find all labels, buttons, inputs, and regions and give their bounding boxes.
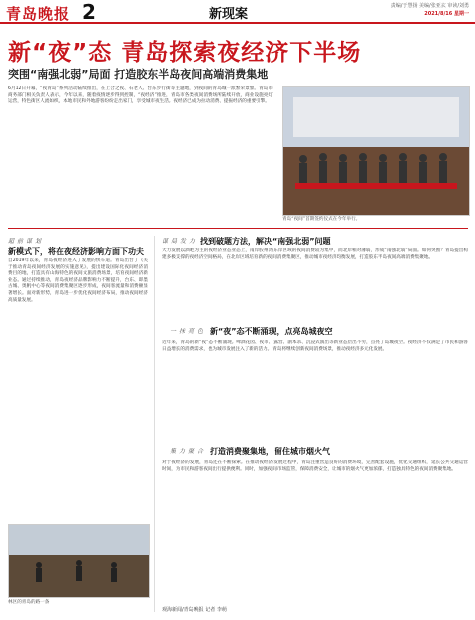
section-body: 对于夜经济的发展，青岛还在不断探索。在推动夜经济发展过程中，青岛注重营造良好的消费环境，完善配套设施，优化交通组织，延长公共交通运营时间，为市民和游客夜间出行提供便利。同时，加强夜间市场监管，保障消费安全，让城市的烟火气更加浓郁，打造独具特色的夜间消费聚集地。: [162, 460, 468, 472]
section-kicker: 谋局发力: [162, 238, 199, 245]
column-divider: [154, 236, 155, 612]
event-photo: [282, 86, 470, 216]
section-title: 新“夜”态不断涌现，点亮岛城夜空: [210, 327, 333, 336]
photo-caption: 林区的青岛的路一条: [8, 600, 50, 605]
stage-people-illustration: [283, 87, 469, 215]
issue-date: 2021/8/16 星期一: [424, 11, 469, 17]
section-kicker: 一抹亮色: [170, 328, 207, 335]
street-photo: [8, 524, 150, 598]
divider: [8, 228, 468, 229]
section-body: 近年来，青岛的新“夜”态不断涌现。啤酒花园、夜市、露营、剧本杀、沉浸式演出等新业态层出不穷，点亮了岛城夜空。夜经济不仅满足了市民和游客日益增长的消费需求，也为城市发展注入了新的活力。青岛将继续创新夜间消费场景，推动夜经济多元化发展。: [162, 340, 468, 352]
editor-credits: [391, 2, 469, 18]
section-kicker: 集力聚合: [170, 448, 207, 455]
editor-names: 责编/于慧扬 美编/张亚玄 审读/刘勇: [390, 3, 469, 9]
byline: 观海新闻/青岛晚报 记者 李萌: [162, 607, 227, 613]
section-kicker: 超前谋划: [8, 238, 45, 245]
newspaper-logo: 青岛晚报: [6, 5, 71, 23]
photo-caption: 青岛“夜间”首期签约仪式在今年举行。: [282, 217, 361, 222]
page-number: 2: [82, 0, 96, 24]
section-name: 新现案: [209, 7, 249, 22]
section-title: 找到破题方法，解决“南强北弱”问题: [200, 237, 331, 246]
lead-paragraph: 6月12日开幕，“夜青岛”系列活动陆续推出，在上合之夜、石老人、台东步行街等主题地，到夜间的青岛城一派繁荣景象。青岛市商务部门相关负责人表示，今年以来，随着疫情逐步得到控制，“夜经济”推进，青岛市各类夜间消费场所陆续开放，商业设施亮灯运营，特色街区人流如织，本地市民和外地游客纷纷走出家门，享受城市夜生活。夜经济已成为拉动消费、提振经济的重要引擎。: [8, 86, 273, 105]
section-body: 大力发展以酒吧为主的夜经济业态业态上，南岸胶州湾东岸区域的夜间消费较为集中，而北岸相对薄弱，形成“南强北弱”局面。如何突围？青岛提出构建多极支撑的夜经济空间格局，在北岸区域培育新的夜间消费集聚区，推动城市夜经济均衡发展，打造胶东半岛夜间高端消费集聚地。: [162, 248, 468, 260]
section-title: 打造消费聚集地，留住城市烟火气: [210, 447, 330, 456]
masthead: [0, 0, 475, 24]
section-body: 自2019年以来，青岛夜经济进入了发展的快车道。青岛出台了《关于推动青岛夜间经济发展的实施意见》，提出建设国际化夜间经济消费目的地，打造具有山海特色的夜间文旅消费场景，培育夜间经济新业态。通过持续推动，青岛夜经济品牌影响力不断提升，台东、即墨古城、奥帆中心等夜间消费集聚区逐步形成，夜间客流量和消费额显著增长。面对新形势，青岛进一步优化夜间经济布局，推动夜间经济高质量发展。: [8, 258, 148, 303]
section-title: 新模式下，将在夜经济影响方面下功夫: [8, 247, 144, 256]
main-headline: 新“夜”态 青岛探索夜经济下半场: [8, 40, 362, 66]
sub-headline: 突围“南强北弱”局面 打造胶东半岛夜间高端消费集地: [8, 68, 269, 81]
street-crowd-illustration: [9, 525, 149, 597]
